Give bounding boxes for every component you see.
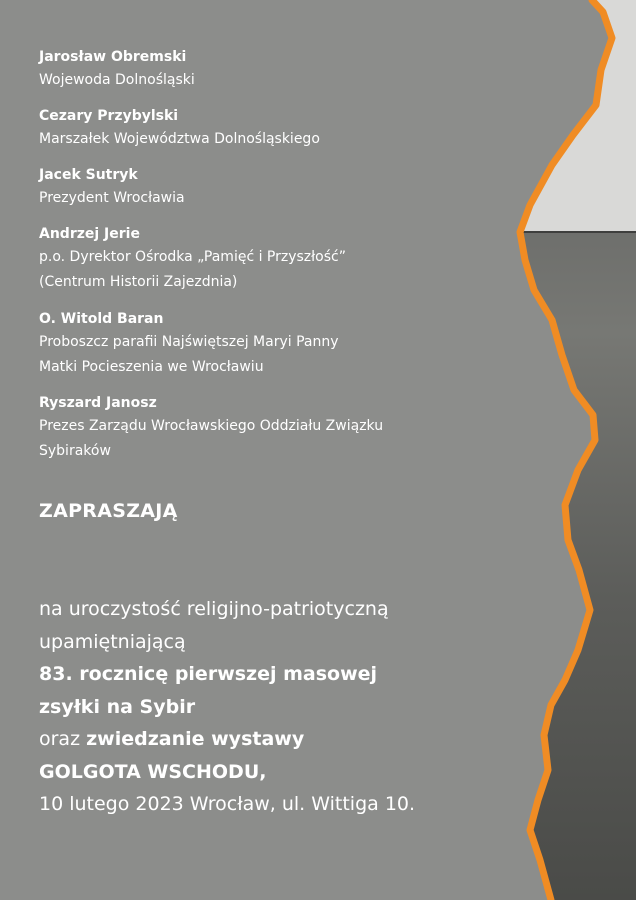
signatory-1	[39, 46, 195, 93]
signatory-role: Wojewoda Dolnośląski	[39, 72, 195, 88]
signatory-role: Prezydent Wrocławia	[39, 190, 185, 206]
signatory-name: Jarosław Obremski	[39, 49, 187, 65]
signatory-role: p.o. Dyrektor Ośrodka „Pamięć i Przyszłość”	[39, 249, 346, 265]
signatory-role: Matki Pocieszenia we Wrocławiu	[39, 359, 264, 375]
signatory-5	[39, 308, 339, 380]
event-description	[39, 593, 415, 821]
signatory-name: O. Witold Baran	[39, 311, 164, 327]
event-line-bold: zwiedzanie wystawy	[86, 728, 305, 750]
signatory-2	[39, 105, 320, 152]
signatory-name: Cezary Przybylski	[39, 108, 179, 124]
event-line: upamiętniającą	[39, 630, 186, 653]
signatory-role: Proboszcz parafii Najświętszej Maryi Panny	[39, 334, 339, 350]
signatory-4	[39, 223, 346, 295]
exhibition-title: GOLGOTA WSCHODU,	[39, 760, 267, 783]
signatory-name: Andrzej Jerie	[39, 226, 140, 242]
signatory-role: Prezes Zarządu Wrocławskiego Oddziału Związku	[39, 418, 384, 434]
event-line: na uroczystość religijno-patriotyczną	[39, 598, 389, 620]
signatory-6	[39, 392, 383, 464]
signatory-name: Ryszard Janosz	[39, 395, 157, 411]
signatory-role: Sybiraków	[39, 443, 111, 459]
signatory-role: (Centrum Historii Zajezdnia)	[39, 274, 238, 290]
event-line-bold: 83. rocznicę pierwszej masowej	[39, 663, 378, 685]
signatory-role: Marszałek Województwa Dolnośląskiego	[39, 131, 320, 147]
event-line-prefix: oraz	[39, 728, 87, 750]
signatory-3	[39, 164, 185, 211]
event-line-bold: zsyłki na Sybir	[39, 695, 196, 718]
invite-heading: ZAPRASZAJĄ	[39, 500, 178, 522]
signatory-name: Jacek Sutryk	[39, 167, 138, 183]
event-date-place: 10 lutego 2023 Wrocław, ul. Wittiga 10.	[39, 793, 416, 815]
event-line	[39, 723, 415, 756]
